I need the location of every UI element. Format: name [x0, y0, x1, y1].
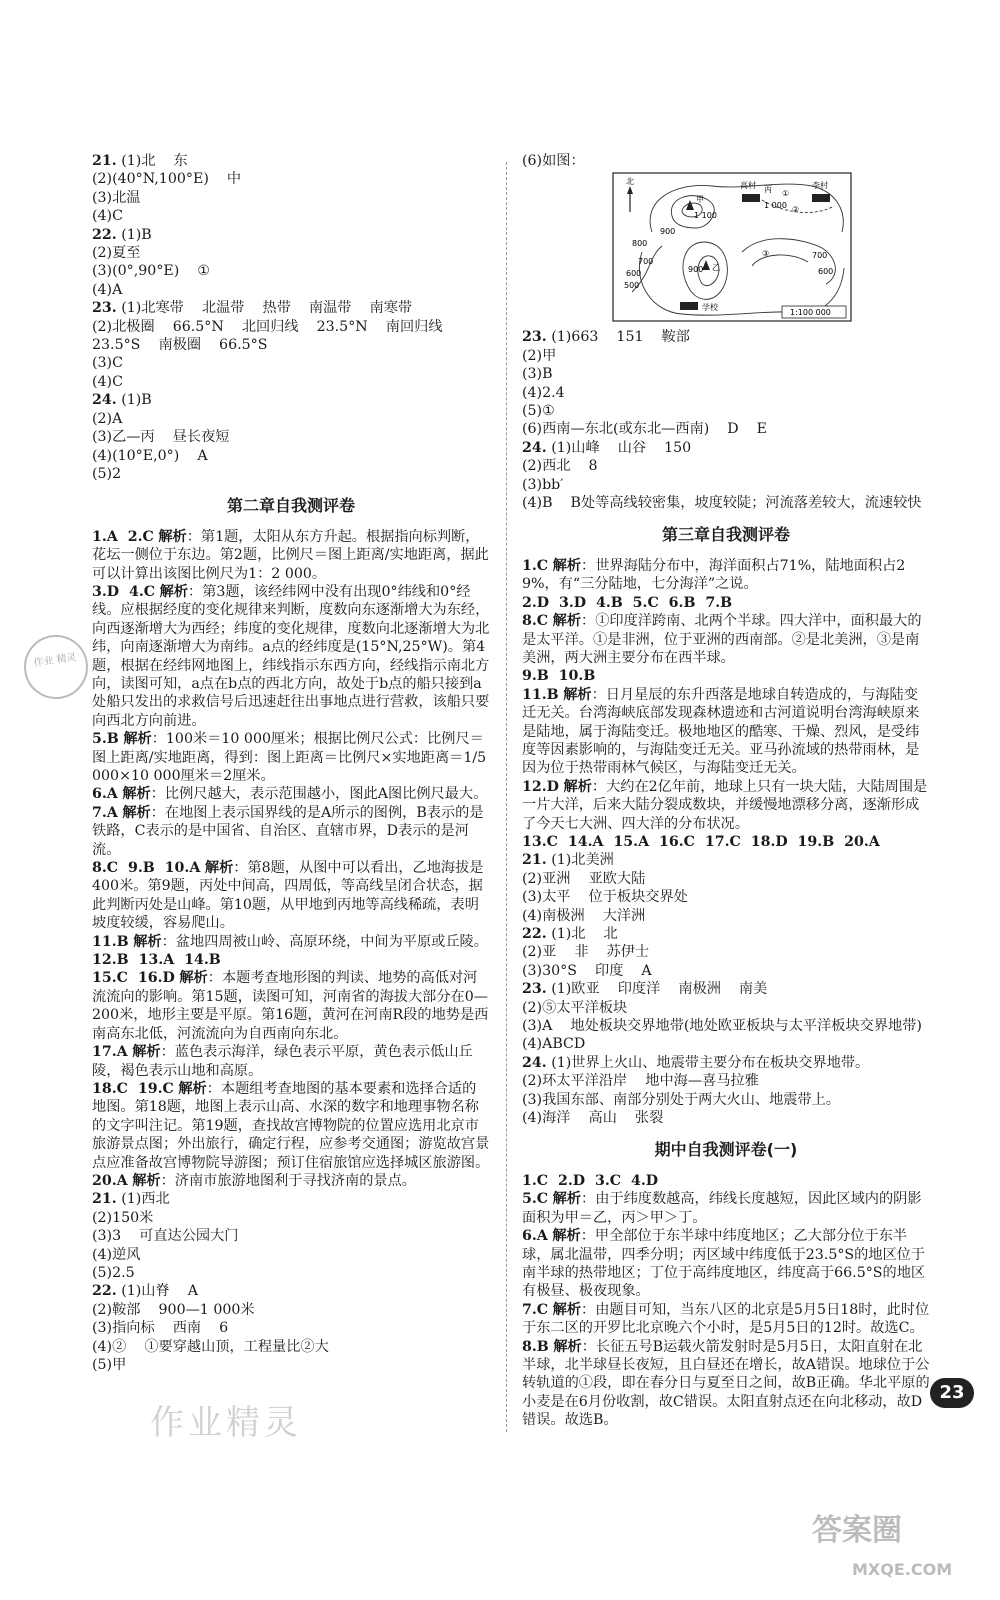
- answer-text: (4)海洋 高山 张裂: [522, 1110, 664, 1127]
- answer-text: ：第1题，太阳从东方升起。根据指向标判断，花坛一侧位于东边。第2题，比例尺＝图上距离/实地距离，据此可以计算出该图比例尺为1：2 000。: [92, 528, 489, 582]
- question-number: 3.D 4.C: [92, 583, 156, 600]
- answer-line: [92, 1227, 490, 1245]
- answer-line: [522, 612, 930, 667]
- answer-line: [522, 943, 930, 961]
- answer-text: (6)西南—东北(或东北—西南) D E: [522, 421, 768, 438]
- answer-line: [522, 494, 930, 512]
- answer-text: ：长征五号B运载火箭发射时是5月5日，太阳直射在北半球，北半球昼长夜短，且白昼还在增长，故A错误。地球位于公转轨道的①段，即在春分日与夏至日之间，故B正确。华北平原的小麦是在6月份收割，故C错误。太阳直射点还在向北移动，故D错误。故选B。: [522, 1338, 930, 1429]
- answer-line: [522, 557, 930, 594]
- answer-text: 23.5°S 南极圈 66.5°S: [92, 337, 268, 354]
- answer-line: [522, 833, 930, 851]
- answer-line: [522, 925, 930, 943]
- answer-text: (1)欧亚 印度洋 南极洲 南美: [551, 981, 768, 998]
- answer-text: ：由于纬度数越高，纬线长度越短，因此区域内的阴影面积为甲＝乙，丙＞甲＞丁。: [522, 1191, 922, 1226]
- answer-text: (3)bb′: [522, 476, 564, 493]
- svg-text:700: 700: [638, 257, 654, 267]
- answer-line: [522, 1172, 930, 1190]
- answer-line: [522, 686, 930, 778]
- answer-line: [522, 476, 930, 494]
- answer-line: [522, 1338, 930, 1430]
- answer-text: (5)①: [522, 403, 555, 420]
- answer-text: ：由题目可知，当东八区的北京是5月5日18时，此时位于东二区的开罗比北京晚六个小时，是5月5日的12时。故选C。: [522, 1301, 930, 1337]
- answer-line: [92, 730, 490, 785]
- answer-line: [92, 244, 490, 262]
- answer-text: ：世界海陆分布中，海洋面积占71%，陆地面积占29%，有“三分陆地，七分海洋”之说。: [522, 557, 906, 593]
- answer-line: [92, 299, 490, 317]
- answer-text: ：第8题，从图中可以看出，乙地海拔是400米。第9题，丙处中间高，四周低，等高线呈闭合状态，据此判断丙处是山峰。第10题，从甲地到丙地等高线稀疏，表明坡度较缓，容易爬山。: [92, 860, 484, 932]
- answer-text: (5)2: [92, 465, 122, 482]
- answer-line: [92, 391, 490, 409]
- question-number: 6.A: [92, 786, 118, 803]
- question-number: 20.A: [92, 1172, 128, 1189]
- scale-label: 1:100 000: [790, 308, 831, 318]
- question-number: 11.B: [92, 933, 129, 950]
- answer-line: [522, 402, 930, 420]
- section-heading: 第二章自我测评卷: [226, 496, 355, 516]
- answer-text: (1)西北: [121, 1191, 170, 1208]
- question-number: 1.A 2.C: [92, 528, 154, 545]
- analysis-label: 解析: [552, 613, 582, 630]
- question-number: 6.A: [522, 1228, 548, 1245]
- answer-line: [92, 226, 490, 244]
- question-number: 9.B 10.B: [522, 668, 596, 685]
- question-number: 24.: [522, 439, 547, 456]
- answer-line: [92, 1190, 490, 1208]
- question-number: 17.A: [92, 1044, 128, 1061]
- answer-text: (2)亚 非 苏伊士: [522, 944, 650, 961]
- answer-line: [92, 410, 490, 428]
- svg-text:高村: 高村: [740, 181, 756, 191]
- answer-text: (5)甲: [92, 1357, 127, 1373]
- answer-line: [92, 152, 490, 170]
- question-number: 22.: [92, 1283, 117, 1300]
- answer-line: [522, 594, 930, 612]
- answer-text: (2)(40°N,100°E) 中: [92, 171, 242, 188]
- answer-text: (2)⑤太平洋板块: [522, 999, 628, 1016]
- analysis-label: 解析: [552, 1191, 582, 1208]
- answer-line: [522, 1190, 930, 1227]
- answer-text: (6)如图：: [522, 153, 585, 169]
- answer-text: (2)北极圈 66.5°N 北回归线 23.5°N 南回归线: [92, 318, 443, 335]
- analysis-label: 解析: [563, 686, 592, 703]
- answer-line: [92, 428, 490, 446]
- answer-line: [92, 318, 490, 336]
- answer-text: (2)鞍部 900—1 000米: [92, 1301, 255, 1318]
- question-number: 24.: [92, 392, 117, 409]
- answer-line: [92, 354, 490, 372]
- question-number: 5.C: [522, 1191, 549, 1208]
- answer-line: [92, 1319, 490, 1337]
- svg-text:900: 900: [688, 265, 704, 275]
- question-number: 5.B: [92, 731, 119, 748]
- svg-text:600: 600: [818, 267, 834, 277]
- answer-line: [92, 785, 490, 803]
- right-column: [522, 152, 930, 1430]
- answer-text: (1)B: [121, 226, 152, 243]
- answer-text: (1)山脊 A: [121, 1283, 198, 1300]
- question-number: 21.: [92, 153, 117, 169]
- answer-line: [522, 962, 930, 980]
- question-number: 7.A: [92, 804, 118, 821]
- question-number: 11.B: [522, 686, 559, 703]
- analysis-label: 解析: [133, 933, 162, 950]
- answer-text: (4)南极洲 大洋洲: [522, 907, 646, 924]
- answer-text: (2)西北 8: [522, 458, 598, 475]
- analysis-label: 解析: [122, 804, 151, 821]
- answer-text: (1)北美洲: [551, 852, 614, 869]
- answer-line: [522, 152, 930, 170]
- answer-line: [92, 189, 490, 207]
- answer-text: (4)2.4: [522, 384, 565, 401]
- watermark: 作业精灵: [150, 1403, 302, 1443]
- answer-text: (3)太平 位于板块交界处: [522, 889, 688, 906]
- answer-text: (3)(0°,90°E) ①: [92, 263, 211, 280]
- question-number: 1.C 2.D 3.C 4.D: [522, 1172, 659, 1189]
- corner-watermark: 答案圈: [812, 1513, 902, 1548]
- answer-text: (3)30°S 印度 A: [522, 962, 652, 979]
- analysis-label: 解析: [552, 1301, 582, 1318]
- answer-line: [522, 1227, 930, 1301]
- answer-text: (3)A 地处板块交界地带(地处欧亚板块与太平洋板块交界地带): [522, 1018, 922, 1035]
- analysis-label: 解析: [204, 860, 234, 877]
- answer-text: (4)(10°E,0°) A: [92, 447, 208, 464]
- answer-line: [522, 365, 930, 383]
- svg-text:丙: 丙: [764, 185, 772, 195]
- answer-line: [92, 933, 490, 951]
- svg-text:500: 500: [624, 281, 640, 291]
- answer-text: (5)2.5: [92, 1264, 135, 1281]
- answer-text: (1)北寒带 北温带 热带 南温带 南寒带: [121, 300, 413, 317]
- answer-text: (2)亚洲 亚欧大陆: [522, 870, 646, 887]
- answer-line: [92, 447, 490, 465]
- answer-text: ：蓝色表示海洋，绿色表示平原，黄色表示低山丘陵，褐色表示山地和高原。: [92, 1044, 473, 1079]
- answer-text: (1)北 东: [121, 153, 188, 169]
- analysis-label: 解析: [123, 731, 152, 748]
- question-number: 7.C: [522, 1301, 549, 1318]
- svg-text:甲: 甲: [696, 195, 704, 205]
- answer-line: [522, 907, 930, 925]
- section-heading: 期中自我测评卷(一): [654, 1140, 798, 1160]
- answer-line: [522, 667, 930, 685]
- analysis-label: 解析: [122, 786, 151, 803]
- analysis-label: 解析: [132, 1044, 161, 1061]
- answer-line: [92, 859, 490, 933]
- answer-line: [92, 1172, 490, 1190]
- answer-text: (2)夏至: [92, 245, 141, 262]
- answer-text: (4)② ①要穿越山顶，工程量比②大: [92, 1338, 329, 1355]
- question-number: 22.: [522, 926, 547, 942]
- answer-line: [92, 969, 490, 1043]
- question-number: 8.B: [522, 1338, 549, 1355]
- answer-text: ：日月星辰的东升西落是地球自转造成的，与海陆变迁无关。台湾海峡底部发现森林遗迹和古河道说明台湾海峡原来是陆地，属于海陆变迁。极地地区的酷寒、干燥、烈风，是受纬度等因素影响的，与海陆变迁无关。亚马孙流域的热带雨林，是因为位于热带雨林气候区，与海陆变迁无关。: [522, 686, 920, 777]
- question-number: 1.C: [522, 557, 549, 574]
- answer-text: ：本题考查地形图的判读、地势的高低对河流流向的影响。第15题，读图可知，河南省的海拔大部分在0—200米，地形主要是平原。第16题，黄河在河南R段的地势是西南高东北低，河流流向为自西南向东北。: [92, 970, 489, 1042]
- answer-line: [92, 1356, 490, 1374]
- answer-line: [522, 1109, 930, 1127]
- answer-text: (1)663 151 鞍部: [551, 329, 690, 346]
- answer-line: [522, 1054, 930, 1072]
- answer-line: [92, 465, 490, 483]
- answer-line: [92, 1080, 490, 1172]
- analysis-label: 解析: [552, 1228, 581, 1245]
- answer-text: (1)B: [121, 392, 152, 409]
- svg-text:②: ②: [792, 205, 800, 215]
- answer-text: ：在地图上表示国界线的是A所示的图例，B表示的是铁路，C表示的是中国省、自治区、直辖市界，D表示的是河流。: [92, 804, 484, 858]
- answer-text: (1)北 北: [551, 926, 618, 942]
- answer-text: (2)A: [92, 410, 123, 427]
- answer-text: ：济南市旅游地图利于寻找济南的景点。: [160, 1172, 416, 1189]
- answer-text: (3)B: [522, 366, 553, 383]
- contour-map-figure: [612, 172, 852, 322]
- svg-text:李村: 李村: [812, 181, 828, 191]
- svg-text:乙: 乙: [712, 263, 720, 273]
- svg-text:900: 900: [660, 227, 676, 237]
- answer-line: [522, 439, 930, 457]
- question-number: 21.: [92, 1191, 117, 1208]
- answer-line: [522, 778, 930, 833]
- column-separator: [506, 162, 507, 1432]
- svg-text:③: ③: [762, 249, 770, 259]
- answer-line: [522, 870, 930, 888]
- answer-line: [522, 1017, 930, 1035]
- answer-text: (2)环太平洋沿岸 地中海—喜马拉雅: [522, 1073, 759, 1090]
- answer-text: (3)我国东部、南部分别处于两大火山、地震带上。: [522, 1091, 841, 1108]
- answer-line: [522, 347, 930, 365]
- answer-text: (4)C: [92, 373, 123, 390]
- question-number: 8.C 9.B 10.A: [92, 860, 201, 877]
- question-number: 24.: [522, 1054, 547, 1071]
- answer-line: [522, 888, 930, 906]
- svg-text:学校: 学校: [702, 303, 718, 313]
- question-number: 8.C: [522, 613, 549, 630]
- answer-line: [92, 170, 490, 188]
- answer-text: (3)北温: [92, 189, 141, 206]
- answer-line: [522, 1072, 930, 1090]
- answer-line: [522, 999, 930, 1017]
- answer-line: [92, 281, 490, 299]
- answer-text: ：盆地四周被山岭、高原环绕，中间为平原或丘陵。: [161, 933, 488, 950]
- question-number: 18.C 19.C: [92, 1080, 174, 1097]
- answer-text: ：比例尺越大，表示范围越小，图此A图比例尺最大。: [150, 786, 488, 803]
- analysis-label: 解析: [132, 1172, 161, 1189]
- analysis-label: 解析: [178, 1080, 207, 1097]
- analysis-label: 解析: [552, 557, 582, 574]
- answer-line: [522, 980, 930, 998]
- answer-text: (4)B B处等高线较密集，坡度较陡；河流落差较大，流速较快: [522, 495, 922, 512]
- answer-text: ：甲全部位于东半球中纬度地区；乙大部分位于东半球，属北温带，四季分明；丙区域中纬度低于23.5°S的地区位于南半球的热带地区；丁位于高纬度地区，纬度高于66.5°S的地区有极昼、极夜现象。: [522, 1228, 926, 1300]
- question-number: 21.: [522, 852, 547, 869]
- answer-line: [522, 851, 930, 869]
- answer-line: [92, 373, 490, 391]
- answer-text: (3)3 可直达公园大门: [92, 1228, 239, 1245]
- section-heading: 第三章自我测评卷: [661, 525, 790, 545]
- svg-text:800: 800: [632, 239, 648, 249]
- analysis-label: 解析: [179, 970, 208, 987]
- answer-text: (1)世界上火山、地震带主要分布在板块交界地带。: [551, 1054, 870, 1071]
- answer-text: ：本题组考查地图的基本要素和选择合适的地图。第18题，地图上表示山高、水深的数字和地理事物名称的文字叫注记。第19题，查找故宫博物院的位置应选用北京市旅游景点图；外出旅行，确定行程，应参考交通图；游览故宫景点应准备故宫博物院导游图；预订住宿旅馆应选择城区旅游图。: [92, 1080, 490, 1171]
- answer-line: [92, 1338, 490, 1356]
- answer-line: [92, 207, 490, 225]
- answer-text: ：100米＝10 000厘米；根据比例尺公式：比例尺＝图上距离/实地距离，得到：图上距离＝比例尺×实地距离＝1/5 000×10 000厘米＝2厘米。: [92, 731, 491, 784]
- answer-text: (3)指向标 西南 6: [92, 1320, 229, 1337]
- answer-line: [92, 1043, 490, 1080]
- question-number: 12.B 13.A 14.B: [92, 952, 221, 969]
- answer-text: ：大约在2亿年前，地球上只有一块大陆，大陆周围是一片大洋，后来大陆分裂成数块，并缓慢地漂移分离，逐渐形成了今天七大洲、四大洋的分布状况。: [522, 778, 928, 832]
- question-number: 23.: [92, 300, 117, 317]
- question-number: 22.: [92, 226, 117, 243]
- page-number: 23: [930, 1378, 974, 1408]
- answer-line: [92, 1209, 490, 1227]
- analysis-label: 解析: [158, 528, 187, 545]
- answer-text: ：第3题，该经纬网中没有出现0°纬线和0°经线。应根据经度的变化规律来判断，度数向东逐渐增大为东经，向西逐渐增大为西经；纬度的变化规律，度数向北逐渐增大为北纬，向南逐渐增大为南纬。a点的经纬度是(15°N,25°W)。第4题，根据在经纬网地图上，纬线指示东西方向，经线指示南北方向，读图可知，a点在b点的西北方向，故处于b点的船只接到a处船只发出的求救信号后迅速赶往出事地点进行营救，该船只要向西北方向前进。: [92, 583, 490, 729]
- question-number: 12.D: [522, 778, 559, 795]
- answer-line: [92, 528, 490, 583]
- answer-line: [522, 1035, 930, 1053]
- publisher-stamp: 作业 精灵: [20, 631, 92, 703]
- corner-watermark-url: MXQE.COM: [852, 1560, 953, 1579]
- svg-text:①: ①: [782, 189, 790, 199]
- answer-line: [522, 420, 930, 438]
- answer-text: (3)乙—丙 昼长夜短: [92, 429, 230, 446]
- answer-line: [92, 804, 490, 859]
- answer-text: (4)A: [92, 281, 123, 298]
- answer-text: (4)C: [92, 208, 123, 225]
- svg-text:1 100: 1 100: [694, 211, 717, 221]
- svg-text:700: 700: [812, 251, 828, 261]
- answer-text: (2)150米: [92, 1209, 154, 1226]
- answer-line: [92, 336, 490, 354]
- answer-line: [522, 1091, 930, 1109]
- question-number: 15.C 16.D: [92, 970, 175, 987]
- question-number: 13.C 14.A 15.A 16.C 17.C 18.D 19.B 20.A: [522, 833, 880, 850]
- answer-text: (2)甲: [522, 347, 557, 364]
- analysis-label: 解析: [159, 583, 189, 600]
- question-number: 23.: [522, 329, 547, 346]
- question-number: 23.: [522, 981, 547, 998]
- svg-text:600: 600: [626, 269, 642, 279]
- answer-line: [92, 583, 490, 730]
- svg-text:1 000: 1 000: [764, 201, 787, 211]
- answer-line: [522, 457, 930, 475]
- answer-line: [522, 384, 930, 402]
- north-label: 北: [626, 177, 634, 187]
- answer-text: ：①印度洋跨南、北两个半球。四大洋中，面积最大的是太平洋。①是非洲，位于亚洲的西南部。②是北美洲，③是南美洲，两大洲主要分布在西半球。: [522, 613, 922, 666]
- answer-text: (4)ABCD: [522, 1036, 586, 1053]
- answer-line: [92, 1264, 490, 1282]
- answer-text: (1)山峰 山谷 150: [551, 439, 692, 456]
- answer-line: [92, 1301, 490, 1319]
- question-number: 2.D 3.D 4.B 5.C 6.B 7.B: [522, 594, 733, 611]
- analysis-label: 解析: [553, 1338, 582, 1355]
- answer-line: [92, 1246, 490, 1264]
- answer-line: [522, 1301, 930, 1338]
- answer-text: (4)逆风: [92, 1246, 141, 1263]
- left-column: [92, 152, 490, 1374]
- answer-line: [92, 951, 490, 969]
- answer-line: [92, 262, 490, 280]
- analysis-label: 解析: [563, 778, 592, 795]
- answer-text: (3)C: [92, 355, 123, 372]
- answer-line: [522, 328, 930, 346]
- answer-line: [92, 1282, 490, 1300]
